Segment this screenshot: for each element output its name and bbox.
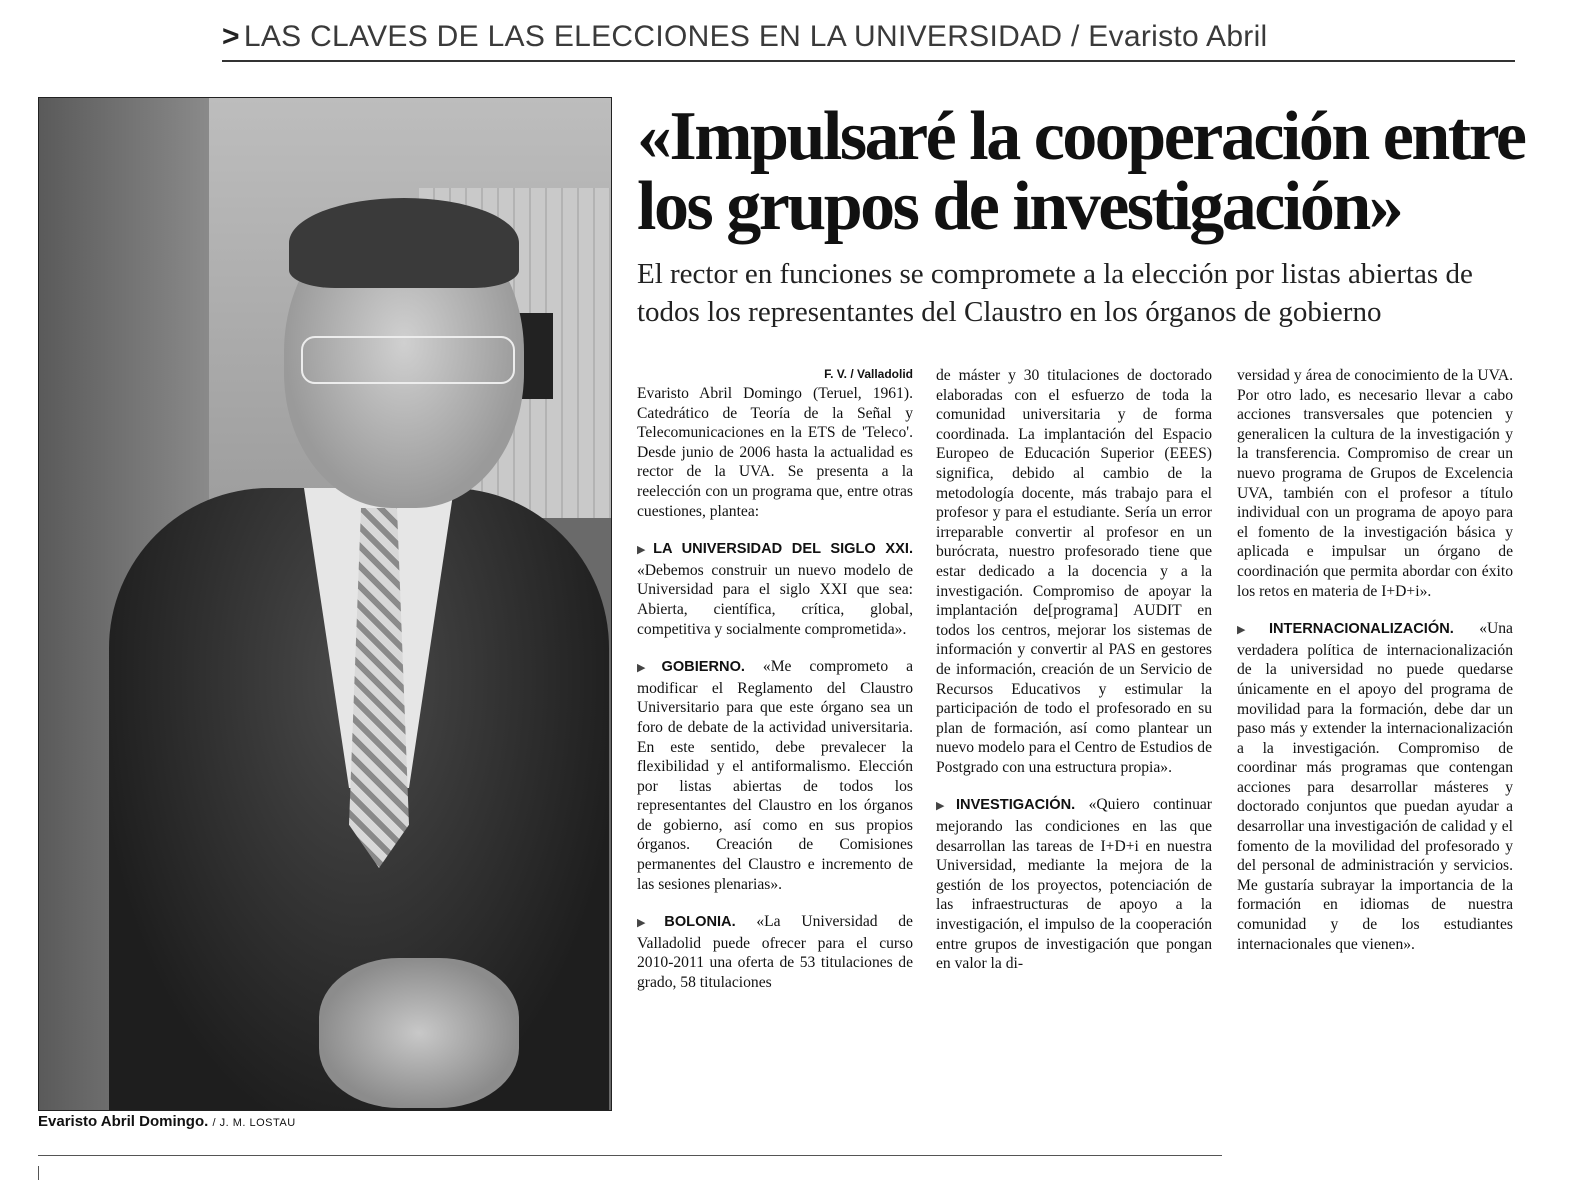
section-text: «La Universidad de Valladolid puede ofrecer para el curso 2010-2011 una oferta de 53 titulaciones de grado, 58 titulaciones (637, 913, 913, 992)
section-lead: INTERNACIONALIZACIÓN. (1268, 621, 1454, 638)
footer-rule (38, 1155, 1222, 1156)
section-marker: > (222, 20, 240, 53)
photo-caption (38, 1113, 610, 1130)
investigacion-continuation: versidad y área de conocimiento de la UVA. Por otro lado, es necesario llevar a cabo acciones transversales que potencien y generalicen la cultura de la investigación y la transferencia. Compromiso de crear un nuevo programa de Grupos de Excelencia UVA, también con el profesor a título individual con un programa de apoyo para el fomento de la investigación básica y aplicada e impulsar un órgano de coordinación que permita abordar con éxito los retos en materia de I+D+i». (1237, 367, 1513, 600)
section-lead: LA UNIVERSIDAD DEL SIGLO XXI. (653, 541, 913, 558)
bullet-arrow-icon: ▶ (1237, 624, 1267, 637)
section-gobierno (637, 657, 913, 894)
section-text: «Una verdadera política de internacionalización de la universidad no puede quedarse únicamente en el apoyo del programa de movilidad para la formación, debe dar un paso más y extender la internacionalización a la investigación. Compromiso de coordinar más programas que contengan acciones para desarrollar másteres y doctorado conjuntos que puedan ayudar a desarrollar una investigación de calidad y el fomento de la movilidad del profesorado y del personal de administración y servicios. Me gustaría subrayar la importancia de la formación en idiomas de nuestra comunidad y de los estudiantes internacionales que vienen». (1237, 620, 1513, 953)
bullet-arrow-icon: ▶ (637, 662, 660, 675)
header-rule (222, 60, 1515, 62)
bullet-arrow-icon: ▶ (936, 800, 954, 813)
portrait-photo (38, 97, 612, 1111)
bolonia-continuation: de máster y 30 titulaciones de doctorado elaboradas con el esfuerzo de toda la comunidad universitaria y de forma coordinada. La implantación del Espacio Europeo de Educación Superior (EEES) significa, debido al cambio de la metodología docente, más trabajo para el profesor y para el estudiante. Sería un error irreparable convertir al profesor en un burócrata, nuestro profesorado tiene que estar dedicado a la docencia y a la investigación. Compromiso de apoyar la implantación de[programa] AUDIT en todos los centros, mejorar los sistemas de información y convertir al PAS en gestores de información, creación de un Servicio de Recursos Educativos y estimular la participación de todo el profesorado en su plan de formación, así como plantear un nuevo modelo para el Centro de Estudios de Postgrado con una estructura propia». (936, 367, 1212, 776)
section-header (222, 20, 1515, 62)
section-lead: INVESTIGACIÓN. (955, 797, 1076, 814)
byline: F. V. / Valladolid (824, 367, 913, 381)
photo-credit: / J. M. LOSTAU (212, 1117, 296, 1129)
section-lead: GOBIERNO. (661, 659, 745, 676)
section-investigacion (936, 795, 1212, 973)
section-text: «Me comprometo a modificar el Reglamento del Claustro Universitario para que este órgano sea un foro de debate de la actividad universitaria. En este sentido, debe prevalecer la flexibilidad y el antiformalismo. Elección por listas abiertas de todos los representantes del Claustro en los órganos de gobierno, así como en sus propios órganos. Creación de Comisiones permanentes del Claustro e incremento de las sesiones plenarias». (637, 658, 913, 893)
section-internacionalizacion (1237, 619, 1513, 954)
headline: «Impulsaré la cooperación entre los grupos de investigación» (637, 98, 1525, 245)
section-text: «Debemos construir un nuevo modelo de Universidad para el siglo XXI que sea: Abierta, científica, crítica, global, competitiva y socialmente comprometida». (637, 561, 913, 638)
bullet-arrow-icon: ▶ (637, 544, 652, 557)
intro-paragraph: Evaristo Abril Domingo (Teruel, 1961). Catedrático de Teoría de la Señal y Telecomunicaciones en la ETS de 'Teleco'. Desde junio de 2006 hasta la actualidad es rector de la UVA. Se presenta a la reelección con un programa que, entre otras cuestiones, plantea: (637, 385, 913, 520)
caption-name: Evaristo Abril Domingo. (38, 1113, 209, 1130)
section-siglo-xxi (637, 539, 913, 639)
section-text: «Quiero continuar mejorando las condiciones en las que desarrollan las tareas de I+D+i en nuestra Universidad, mediante la mejora de la gestión de los proyectos, potenciación de las infraestructuras de apoyo a la investigación, el impulso de la cooperación entre grupos de investigación que pongan en valor la di- (936, 796, 1213, 973)
bullet-arrow-icon: ▶ (637, 917, 663, 930)
section-bolonia (637, 912, 913, 992)
footer-tick (38, 1166, 39, 1180)
section-lead: BOLONIA. (664, 914, 736, 931)
deck-subtitle: El rector en funciones se compromete a la elección por listas abiertas de todos los representantes del Claustro en los órganos de gobierno (637, 258, 1473, 328)
section-label: LAS CLAVES DE LAS ELECCIONES EN LA UNIVERSIDAD / Evaristo Abril (243, 20, 1268, 53)
article-column-3 (1237, 366, 1513, 972)
article-column-2 (936, 366, 1212, 992)
article-column-1 (637, 366, 913, 1011)
